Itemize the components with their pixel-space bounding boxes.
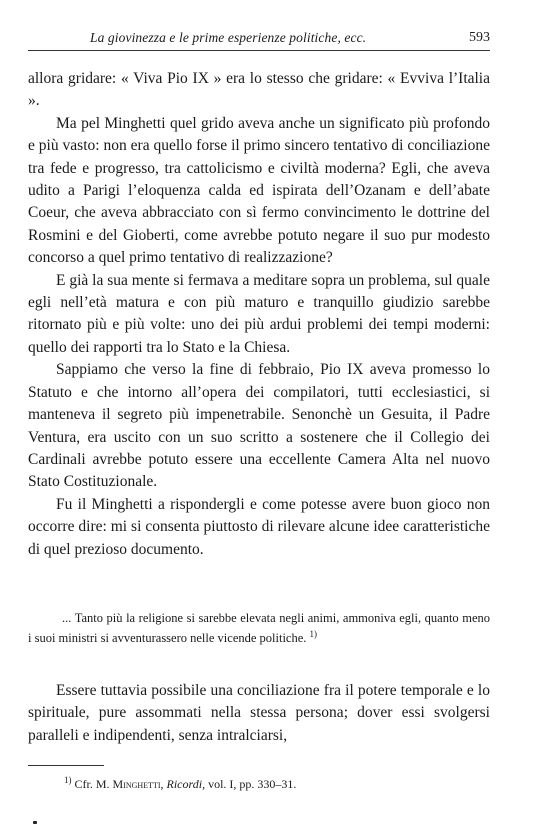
footnote: [64, 776, 484, 792]
paragraph-3: E già la sua mente si fermava a meditare sopra un problema, sul quale egli nell’età matura e con più maturo e tranquillo giudizio sarebbe ritornato più e più volte: uno dei più ardui problemi dei tempi moderni: quello dei rapporti tra lo Stato e la Chiesa.: [28, 271, 490, 356]
running-header: [28, 28, 490, 51]
block-quote: [28, 608, 490, 648]
footnote-reference: 1): [309, 628, 318, 639]
footnote-rest: vol. I, pp. 330–31.: [208, 777, 297, 791]
footnote-title: Ricordi,: [166, 777, 206, 791]
footnote-prefix: Cfr. M.: [74, 777, 110, 791]
running-title: La giovinezza e le prime esperienze politiche, ecc.: [90, 30, 367, 45]
main-text: [28, 68, 490, 561]
footnote-marker: 1): [64, 775, 72, 785]
paragraph-4: Sappiamo che verso la fine di febbraio, Pio IX aveva promesso lo Statuto e che intorno all’opera dei compilatori, tutti ecclesiastici, si manteneva il segreto più impenetrabile. Senonchè un Gesuita, il Padre Ventura, era uscito con un suo scritto a sostenere che il Collegio dei Cardinali avrebbe potuto essere una eccellente Camera Alta nel nuovo Stato Costituzionale.: [28, 361, 490, 491]
paragraph-2: Ma pel Minghetti quel grido aveva anche un significato più profondo e più vasto: non era quello forse il primo sincero tentativo di conciliazione tra fede e progresso, tra cattolicismo e civiltà moderna? Egli, che aveva udito a Parigi l’eloquenza calda ed ispirata dell’Ozanam e dell’abate Coeur, che aveva abbracciato con sì fermo convincimento le dottrine del Rosmini e del Gioberti, come avrebbe potuto negare il suo pur modesto concorso a quel primo tentativo di realizzazione?: [28, 114, 490, 267]
paragraph-5: Fu il Minghetti a rispondergli e come potesse avere buon gioco non occorre dire: mi si consenta piuttosto di rilevare alcune idee caratteristiche di quel prezioso documento.: [28, 495, 490, 558]
paragraph-1: allora gridare: « Viva Pio IX » era lo stesso che gridare: « Evviva l’Italia ».: [28, 70, 490, 110]
print-speck: [33, 821, 37, 824]
paragraph-6: Essere tuttavia possibile una conciliazione fra il potere temporale e lo spirituale, pure assommati nella stessa persona; dover essi svolgersi paralleli e indipendenti, senza intralciarsi,: [28, 682, 490, 744]
footnote-divider: [28, 765, 104, 766]
quote-text: ... Tanto più la religione si sarebbe elevata negli animi, ammoniva egli, quanto meno i suoi ministri si avventurassero nelle vicende politiche.: [28, 611, 490, 645]
continuation-text: [28, 680, 490, 747]
footnote-author: Minghetti,: [112, 777, 164, 791]
page-number: 593: [469, 30, 490, 45]
